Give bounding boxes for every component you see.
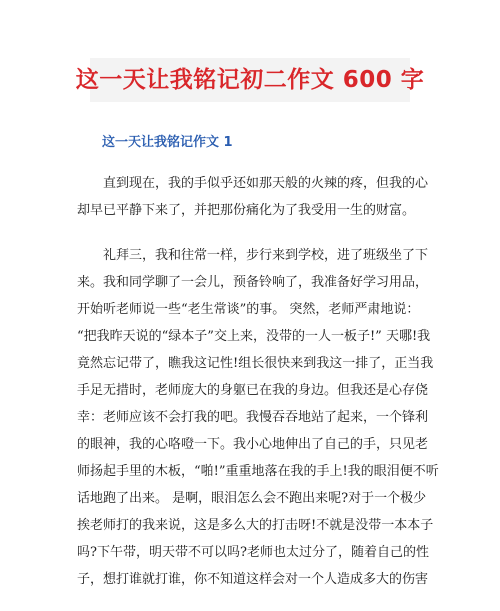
paragraph-line: 开始听老师说一些“老生常谈”的事。 突然，老师严肃地说： (77, 302, 420, 317)
paragraph-1 (77, 170, 429, 224)
paragraph-line: 话地跑了出来。 是啊，眼泪怎么会不跑出来呢?对于一个极少 (77, 491, 427, 506)
paragraph-line: 吗?下午带，明天带不可以吗?老师也太过分了，随着自己的性 (77, 545, 429, 560)
article-body (77, 170, 439, 611)
paragraph-line: 幸：老师应该不会打我的吧。我慢吞吞地站了起来，一个锋利 (77, 410, 429, 425)
paragraph-line: “把我昨天说的“绿本子”交上来，没带的一人一板子!” 天哪!我 (77, 329, 431, 344)
page-title: 这一天让我铭记初二作文 600 字 (75, 67, 425, 93)
section-subtitle: 这一天让我铭记作文 1 (102, 135, 233, 150)
paragraph-line: 的眼神，我的心咯噔一下。我小心地伸出了自己的手，只见老 (77, 437, 429, 452)
paragraph-line: 礼拜三，我和往常一样，步行来到学校，进了班级坐了下 (103, 248, 429, 263)
paragraph-line: 手足无措时，老师庞大的身躯已在我的身边。但我还是心存侥 (77, 383, 429, 398)
paragraph-2 (77, 242, 439, 593)
paragraph-line: 子，想打谁就打谁，你不知道这样会对一个人造成多大的伤害 (77, 572, 429, 587)
paragraph-line: 来。我和同学聊了一会儿，预备铃响了，我准备好学习用品， (77, 275, 429, 290)
paragraph-line: 却早已平静下来了，并把那份痛化为了我受用一生的财富。 (77, 203, 416, 218)
paragraph-line: 直到现在，我的手似乎还如那天般的火辣的疼，但我的心 (103, 176, 429, 191)
paragraph-line: 师扬起手里的木板，“啪!”重重地落在我的手上!我的眼泪便不听 (77, 464, 439, 479)
paragraph-line: 竟然忘记带了，瞧我这记性!组长很快来到我这一排了，正当我 (77, 356, 434, 371)
paragraph-line: 挨老师打的我来说，这是多么大的打击呀!不就是没带一本本子 (77, 518, 434, 533)
